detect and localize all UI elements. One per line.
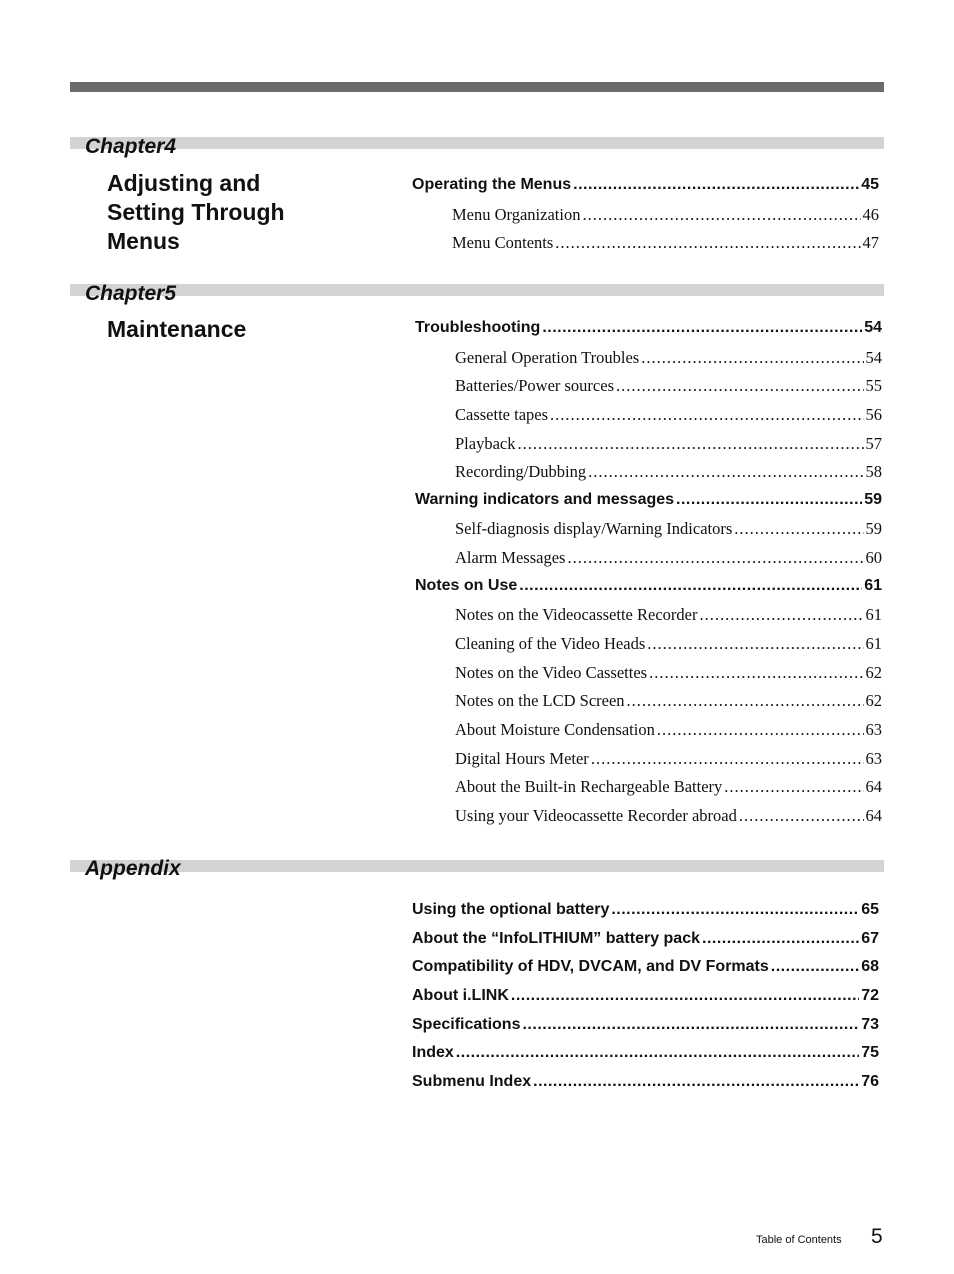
toc-entry-title: Cleaning of the Video Heads xyxy=(455,634,646,654)
toc-page-number: 76 xyxy=(861,1073,879,1091)
dot-leader xyxy=(702,930,859,948)
toc-entry-title: Specifications xyxy=(412,1015,521,1033)
toc-entry[interactable] xyxy=(412,958,879,976)
toc-subentry[interactable] xyxy=(455,376,882,396)
toc-page-number: 61 xyxy=(864,576,882,594)
toc-entry-title: Notes on the Video Cassettes xyxy=(455,662,648,682)
toc-entry-title: Alarm Messages xyxy=(455,548,566,568)
toc-page-number: 56 xyxy=(865,404,882,424)
dot-leader xyxy=(533,1073,859,1091)
toc-entry-title: Notes on the Videocassette Recorder xyxy=(455,605,698,625)
toc-entry-title: Recording/Dubbing xyxy=(455,462,587,482)
toc-entry[interactable] xyxy=(415,577,882,595)
toc-page-number: 47 xyxy=(862,233,879,252)
toc-page-number: 73 xyxy=(861,1015,879,1033)
toc-entry-title: Operating the Menus xyxy=(412,176,572,193)
dot-leader xyxy=(724,777,863,797)
dot-leader xyxy=(542,319,862,337)
dot-leader xyxy=(591,749,864,769)
toc-entry-title: Menu Organization xyxy=(452,205,581,224)
dot-leader xyxy=(519,577,862,595)
dot-leader xyxy=(676,491,862,509)
toc-entry-title: Using the optional battery xyxy=(412,901,610,918)
toc-subentry[interactable] xyxy=(455,462,882,482)
toc-entry-title: Self-diagnosis display/Warning Indicators xyxy=(455,519,733,539)
dot-leader xyxy=(573,176,859,194)
dot-leader xyxy=(657,720,864,740)
toc-entry-title: Compatibility of HDV, DVCAM, and DV Formats xyxy=(412,958,769,976)
dot-leader xyxy=(582,205,860,225)
toc-entry-title: About Moisture Condensation xyxy=(455,719,655,739)
chapter-title-line: Menus xyxy=(107,228,180,254)
toc-page-number: 57 xyxy=(865,433,882,453)
chapter-band xyxy=(70,860,884,872)
toc-page-number: 61 xyxy=(865,634,882,654)
toc-entry-title: General Operation Troubles xyxy=(455,347,640,367)
dot-leader xyxy=(456,1044,859,1062)
toc-entry[interactable] xyxy=(412,930,879,948)
dot-leader xyxy=(511,987,859,1005)
toc-page-number: 68 xyxy=(861,958,879,976)
toc-subentry[interactable] xyxy=(455,605,882,625)
chapter-band xyxy=(70,137,884,149)
toc-subentry[interactable] xyxy=(455,348,882,368)
dot-leader xyxy=(627,691,864,711)
dot-leader xyxy=(555,233,860,253)
toc-entry[interactable] xyxy=(412,987,879,1005)
toc-page-number: 45 xyxy=(861,176,879,193)
dot-leader xyxy=(567,548,863,568)
toc-entry-title: Cassette tapes xyxy=(455,404,549,424)
chapter-title-line: Maintenance xyxy=(107,316,247,342)
dot-leader xyxy=(649,663,863,683)
toc-subentry[interactable] xyxy=(455,663,882,683)
toc-page-number: 64 xyxy=(865,777,882,797)
toc-page-number: 61 xyxy=(865,605,882,625)
toc-entry-title: Notes on Use xyxy=(415,576,518,594)
toc-page-number: 59 xyxy=(865,519,882,539)
dot-leader xyxy=(771,958,859,976)
toc-entry-title: Menu Contents xyxy=(452,233,554,252)
toc-page-number: 67 xyxy=(861,929,879,947)
toc-page-number: 62 xyxy=(865,691,882,711)
toc-subentry[interactable] xyxy=(452,233,879,253)
toc-page-number: 62 xyxy=(865,662,882,682)
toc-page-number: 58 xyxy=(865,462,882,482)
toc-subentry[interactable] xyxy=(455,519,882,539)
toc-entry[interactable] xyxy=(415,491,882,509)
toc-entry-title: About i.LINK xyxy=(412,987,509,1004)
toc-page-number: 63 xyxy=(865,719,882,739)
toc-page-number: 72 xyxy=(861,987,879,1004)
toc-subentry[interactable] xyxy=(455,720,882,740)
dot-leader xyxy=(611,901,859,919)
toc-entry-title: Notes on the LCD Screen xyxy=(455,691,625,711)
toc-page-number: 63 xyxy=(865,748,882,768)
toc-page-number: 65 xyxy=(861,901,879,918)
footer-page-number: 5 xyxy=(871,1225,883,1248)
toc-entry-title: Using your Videocassette Recorder abroad xyxy=(455,805,737,825)
toc-entry-title: Batteries/Power sources xyxy=(455,376,614,396)
toc-subentry[interactable] xyxy=(455,434,882,454)
dot-leader xyxy=(641,348,863,368)
chapter-title-line: Setting Through xyxy=(107,199,285,225)
toc-entry-title: Submenu Index xyxy=(412,1073,532,1091)
chapter-title-line: Adjusting and xyxy=(107,170,261,196)
toc-subentry[interactable] xyxy=(455,806,882,826)
toc-page-number: 55 xyxy=(865,376,882,396)
footer-section-label: Table of Contents xyxy=(756,1234,842,1246)
toc-subentry[interactable] xyxy=(455,691,882,711)
chapter-label: Appendix xyxy=(85,857,181,880)
toc-subentry[interactable] xyxy=(455,405,882,425)
top-rule xyxy=(70,82,884,92)
dot-leader xyxy=(734,519,863,539)
toc-subentry[interactable] xyxy=(452,205,879,225)
toc-page-number: 54 xyxy=(865,347,882,367)
toc-page-number: 59 xyxy=(864,490,882,508)
toc-entry[interactable] xyxy=(412,901,879,919)
toc-page-number: 46 xyxy=(862,205,879,224)
toc-entry-title: About the “InfoLITHIUM” battery pack xyxy=(412,929,700,947)
toc-entry-title: Playback xyxy=(455,433,516,453)
dot-leader xyxy=(517,434,863,454)
toc-page-number: 64 xyxy=(865,805,882,825)
toc-entry[interactable] xyxy=(412,1073,879,1091)
dot-leader xyxy=(588,462,863,482)
toc-entry-title: Troubleshooting xyxy=(415,319,541,336)
toc-page-number: 75 xyxy=(861,1044,879,1062)
dot-leader xyxy=(699,605,863,625)
dot-leader xyxy=(647,634,863,654)
toc-entry[interactable] xyxy=(415,319,882,337)
toc-subentry[interactable] xyxy=(455,548,882,568)
chapter-label: Chapter4 xyxy=(85,135,177,158)
toc-entry[interactable] xyxy=(412,1044,879,1062)
dot-leader xyxy=(550,405,863,425)
toc-page-number: 60 xyxy=(865,548,882,568)
toc-entry[interactable] xyxy=(412,1016,879,1034)
toc-entry-title: Digital Hours Meter xyxy=(455,748,589,768)
toc-subentry[interactable] xyxy=(455,634,882,654)
chapter-band xyxy=(70,284,884,296)
toc-entry-title: Warning indicators and messages xyxy=(415,490,675,508)
dot-leader xyxy=(616,376,864,396)
dot-leader xyxy=(739,806,864,826)
dot-leader xyxy=(522,1016,859,1034)
toc-entry-title: About the Built-in Rechargeable Battery xyxy=(455,777,723,797)
toc-subentry[interactable] xyxy=(455,777,882,797)
toc-page-number: 54 xyxy=(864,319,882,336)
toc-subentry[interactable] xyxy=(455,749,882,769)
toc-entry-title: Index xyxy=(412,1044,454,1062)
chapter-label: Chapter5 xyxy=(85,282,177,305)
toc-entry[interactable] xyxy=(412,176,879,194)
